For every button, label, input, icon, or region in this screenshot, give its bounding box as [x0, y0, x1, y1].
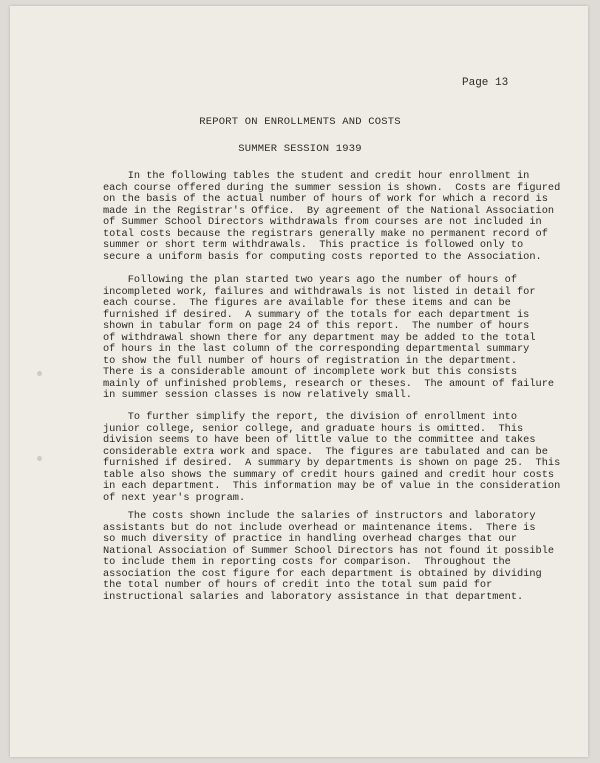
- text-line: The costs shown include the salaries of instructors and laboratory: [103, 510, 536, 522]
- text-line: summer or short term withdrawals. This practice is followed only to: [103, 239, 524, 251]
- text-line: table also shows the summary of credit hours gained and credit hour costs: [103, 468, 555, 481]
- text-line: In the following tables the student and credit hour enrollment in: [103, 170, 530, 182]
- text-line: of withdrawal shown there for any department may be added to the total: [103, 331, 536, 344]
- text-line: in summer session classes is now relatively small.: [103, 389, 412, 401]
- text-line: in each department. This information may be of value in the consideration: [103, 480, 561, 492]
- paragraph: [103, 511, 554, 603]
- text-line: of Summer School Directors withdrawals from courses are not included in: [103, 216, 542, 228]
- text-line: to include them in reporting costs for comparison. Throughout the: [103, 556, 511, 568]
- text-line: of next year's program.: [103, 491, 246, 504]
- report-subtitle: SUMMER SESSION 1939: [238, 143, 362, 155]
- text-line: secure a uniform basis for computing costs reported to the Association.: [103, 250, 542, 263]
- text-line: considerable extra work and space. The figures are tabulated and can be: [103, 445, 548, 458]
- page-number: Page 13: [462, 77, 509, 89]
- text-line: shown in tabular form on page 24 of this report. The number of hours: [103, 320, 530, 332]
- text-line: To further simplify the report, the division of enrollment into: [103, 411, 518, 423]
- text-line: division seems to have been of little value to the committee and takes: [103, 434, 536, 446]
- paragraph: [103, 275, 554, 402]
- text-line: furnished if desired. A summary of the totals for each department is: [103, 308, 530, 321]
- text-line: so much diversity of practice in handling overhead charges that our: [103, 533, 518, 545]
- text-line: total costs because the registrars generally make no permanent record of: [103, 227, 548, 240]
- text-line: incompleted work, failures and withdrawals is not listed in detail for: [103, 285, 536, 298]
- text-line: association the cost figure for each department is obtained by dividing: [103, 567, 542, 580]
- text-line: junior college, senior college, and graduate hours is omitted. This: [103, 422, 524, 435]
- report-title: REPORT ON ENROLLMENTS AND COSTS: [199, 116, 401, 128]
- text-line: each course. The figures are available for these items and can be: [103, 297, 511, 309]
- text-line: There is a considerable amount of incomplete work but this consists: [103, 366, 518, 378]
- text-line: mainly of unfinished problems, research or theses. The amount of failure: [103, 377, 555, 390]
- text-line: made in the Registrar's Office. By agreement of the National Association: [103, 204, 555, 217]
- hole-punch-mark: [37, 371, 42, 376]
- text-line: on the basis of the actual number of hours of work for which a record is: [103, 193, 548, 205]
- text-line: National Association of Summer School Directors has not found it possible: [103, 544, 555, 557]
- text-line: of hours in the last column of the corresponding departmental summary: [103, 343, 530, 355]
- text-line: instructional salaries and laboratory assistance in that department.: [103, 590, 524, 603]
- hole-punch-mark: [37, 456, 42, 461]
- paragraph: [103, 412, 560, 504]
- paragraph: [103, 171, 560, 263]
- text-line: furnished if desired. A summary by departments is shown on page 25. This: [103, 457, 561, 469]
- text-line: assistants but do not include overhead or maintenance items. There is: [103, 521, 536, 534]
- text-line: to show the full number of hours of registration in the department.: [103, 354, 518, 367]
- text-line: each course offered during the summer session is shown. Costs are figured: [103, 181, 561, 194]
- text-line: Following the plan started two years ago the number of hours of: [103, 274, 518, 286]
- text-line: the total number of hours of credit into the total sum paid for: [103, 579, 493, 591]
